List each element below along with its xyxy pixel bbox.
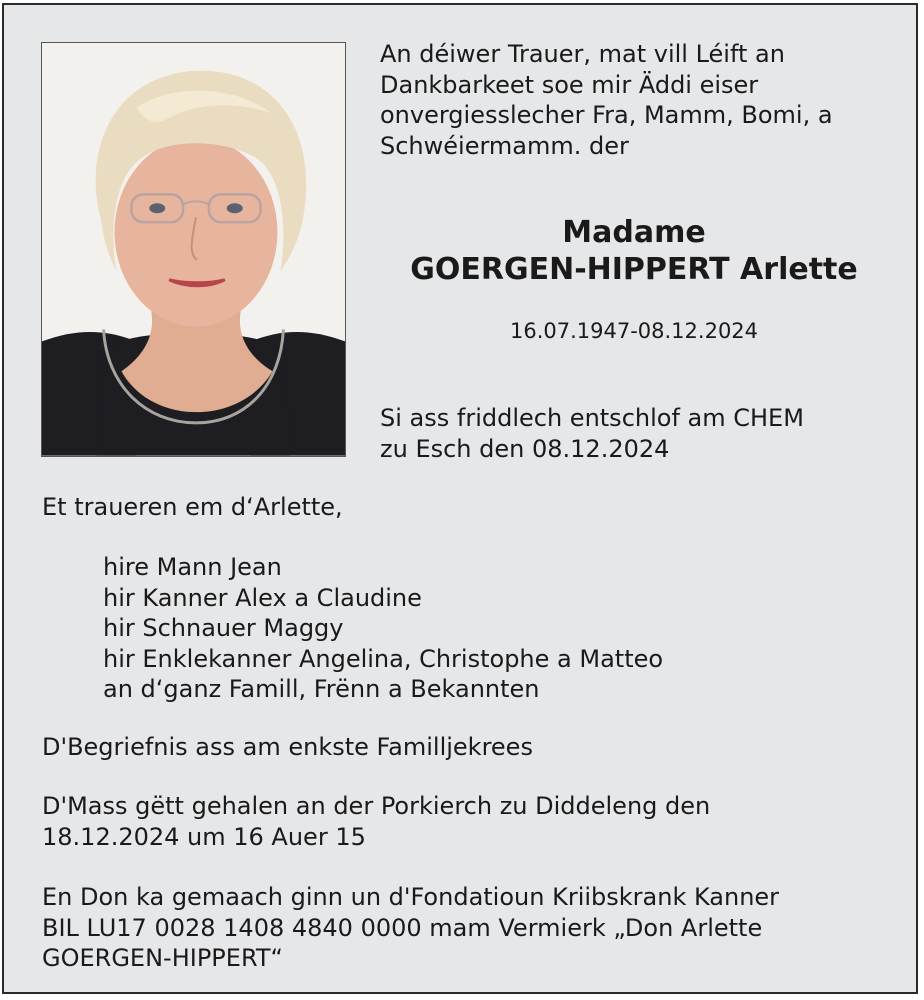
family-item: an d‘ganz Famill, Frënn a Bekannten xyxy=(103,675,540,703)
intro-line: Dankbarkeet soe mir Äddi eiser xyxy=(380,70,759,99)
intro-line: onvergiesslecher Fra, Mamm, Bomi, a xyxy=(380,101,833,129)
donation-notice xyxy=(42,882,888,974)
donation-line: GOERGEN-HIPPERT“ xyxy=(42,944,283,972)
burial-notice: D'Begriefnis ass am enkste Familljekrees xyxy=(42,733,533,761)
passing-line: zu Esch den 08.12.2024 xyxy=(380,434,670,463)
donation-line: BIL LU17 0028 1408 4840 0000 mam Vermierk „Don Arlette xyxy=(42,913,763,942)
intro-text xyxy=(380,39,888,161)
obituary-card xyxy=(2,3,918,994)
intro-line: An déiwer Trauer, mat vill Léift an xyxy=(380,40,785,68)
mass-notice xyxy=(42,791,888,852)
passing-line: Si ass friddlech entschlof am CHEM xyxy=(380,404,804,432)
life-dates: 16.07.1947-08.12.2024 xyxy=(509,319,759,343)
mourners-intro: Et traueren em d‘Arlette, xyxy=(42,493,343,521)
family-item: hir Schnauer Maggy xyxy=(103,614,344,642)
family-item: hir Enklekanner Angelina, Christophe a Matteo xyxy=(103,644,664,673)
mass-line: 18.12.2024 um 16 Auer 15 xyxy=(42,822,366,851)
family-item: hir Kanner Alex a Claudine xyxy=(103,583,422,612)
portrait-photo xyxy=(41,42,346,457)
family-list xyxy=(103,552,883,705)
deceased-name: GOERGEN-HIPPERT Arlette xyxy=(410,252,858,287)
passing-text xyxy=(380,403,888,464)
donation-line: En Don ka gemaach ginn un d'Fondatioun Kriibskrank Kanner xyxy=(42,883,780,911)
mass-line: D'Mass gëtt gehalen an der Porkierch zu Diddeleng den xyxy=(42,792,711,820)
salutation: Madame xyxy=(562,215,706,250)
intro-line: Schwéiermamm. der xyxy=(380,131,629,160)
family-item: hire Mann Jean xyxy=(103,553,282,581)
